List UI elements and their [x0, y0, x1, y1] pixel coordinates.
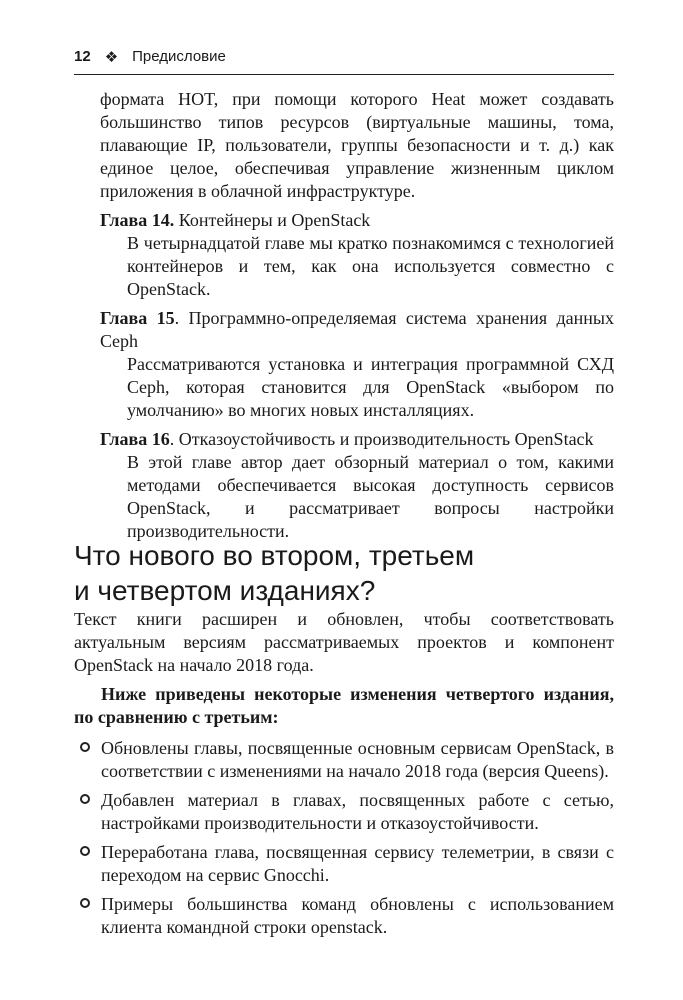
bullet-circle-icon [80, 846, 90, 856]
running-header [74, 48, 614, 75]
changes-list [74, 737, 614, 939]
chapter-label: Глава 14. [100, 210, 175, 230]
list-item [74, 841, 614, 887]
chapter-heading [100, 209, 614, 232]
continuation-paragraph: формата HOT, при помощи которого Heat может создавать большинство типов ресурсов (виртуальные машины, тома, плавающие IP, пользователи, группы безопасности и т. д.) как единое целое, обеспечивая управление жизненным циклом приложения в облачной инфраструктуре. [100, 89, 614, 201]
bullet-circle-icon [80, 794, 90, 804]
running-header-title: Предисловие [132, 48, 226, 65]
chapter-entry-16 [100, 428, 614, 543]
chapter-title: Контейнеры и OpenStack [174, 210, 371, 230]
bullet-circle-icon [80, 898, 90, 908]
chapter-description: Рассматриваются установка и интеграция программной СХД Ceph, которая становится для OpenStack «выбором по умолчанию» во многих новых инсталляциях. [127, 354, 614, 420]
list-item-text: Обновлены главы, посвященные основным сервисам OpenStack, в соответствии с изменениями на начало 2018 года (версия Queens). [101, 738, 614, 781]
chapter-overview [100, 88, 614, 543]
chapter-description: В этой главе автор дает обзорный материал о том, какими методами обеспечивается высокая доступность сервисов OpenStack, и рассматривает вопросы настройки производительности. [127, 452, 614, 541]
list-item [74, 737, 614, 783]
lead-paragraph: Ниже приведены некоторые изменения четвертого издания, по сравнению с третьим: [74, 684, 614, 727]
chapter-entry-14 [100, 209, 614, 301]
section-heading [74, 538, 614, 608]
ornament-icon: ❖ [104, 49, 119, 66]
bullet-circle-icon [80, 742, 90, 752]
chapter-entry-15 [100, 307, 614, 422]
list-item-text: Добавлен материал в главах, посвященных работе с сетью, настройками производительности и отказоустойчивости. [101, 790, 614, 833]
chapter-label: Глава 16 [100, 429, 170, 449]
chapter-title: . Программно-определяемая система хранения данных Ceph [100, 308, 614, 351]
section-body [74, 608, 614, 945]
chapter-heading [100, 307, 614, 353]
chapter-description: В четырнадцатой главе мы кратко познакомимся с технологией контейнеров и тем, как она используется совместно с OpenStack. [127, 233, 614, 299]
page-number: 12 [74, 48, 91, 65]
chapter-label: Глава 15 [100, 308, 175, 328]
intro-paragraph: Текст книги расширен и обновлен, чтобы соответствовать актуальным версиям рассматриваемых проектов и компонент OpenStack на начало 2018 года. [74, 609, 614, 675]
section-heading-line-1: Что нового во втором, третьем [74, 540, 475, 571]
list-item-text: Переработана глава, посвященная сервису телеметрии, в связи с переходом на сервис Gnocchi. [101, 842, 614, 885]
list-item-text: Примеры большинства команд обновлены с использованием клиента командной строки openstack. [101, 894, 614, 937]
chapter-title: . Отказоустойчивость и производительность OpenStack [169, 429, 594, 449]
chapter-heading [100, 428, 614, 451]
section-heading-line-2: и четвертом изданиях? [74, 575, 376, 606]
list-item [74, 789, 614, 835]
list-item [74, 893, 614, 939]
